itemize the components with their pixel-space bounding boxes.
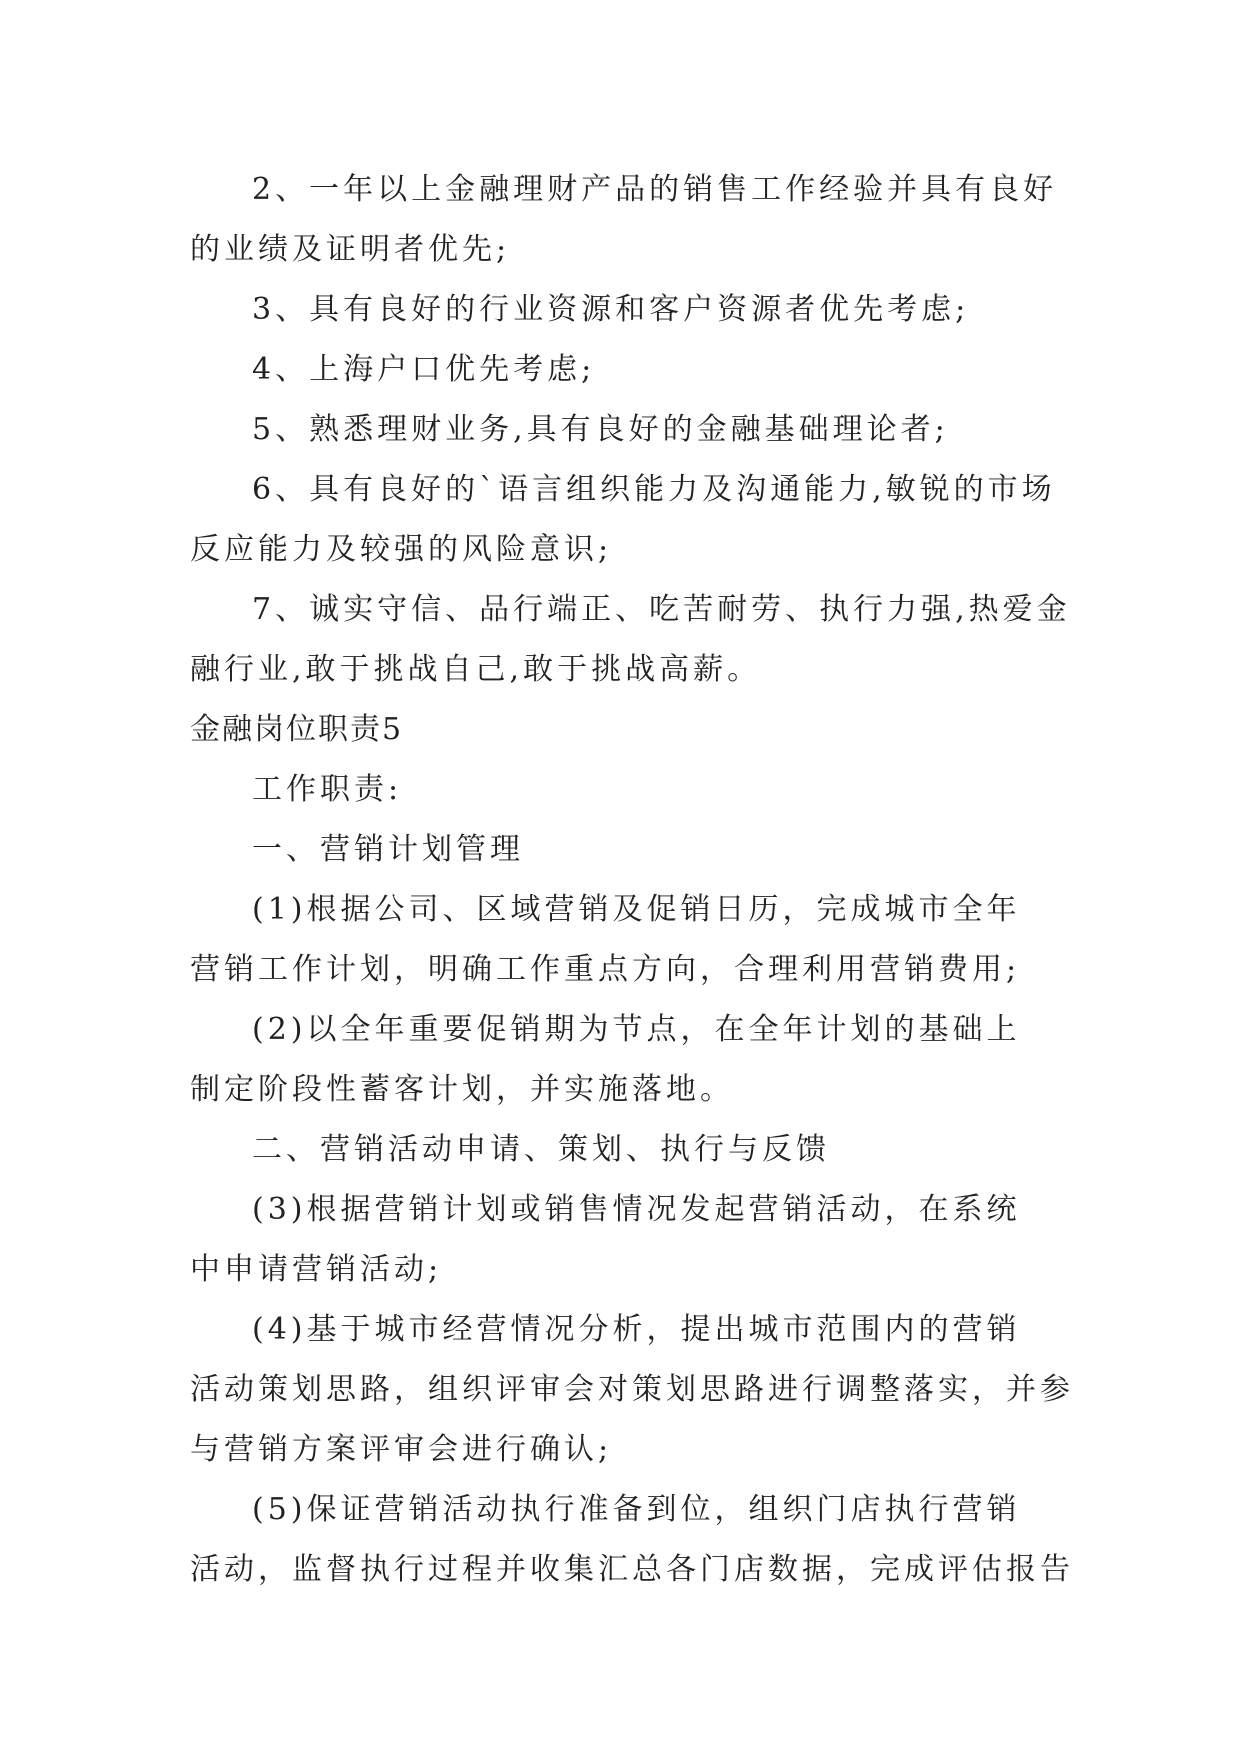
paragraph-line: 反应能力及较强的风险意识;: [190, 532, 613, 567]
paragraph-line: 5、熟悉理财业务,具有良好的金融基础理论者;: [252, 412, 949, 447]
paragraph-line: (2)以全年重要促销期为节点，在全年计划的基础上: [252, 1012, 1021, 1047]
paragraph-line: 3、具有良好的行业资源和客户资源者优先考虑;: [252, 292, 970, 327]
subheading-line: 二、营销活动申请、策划、执行与反馈: [252, 1132, 830, 1167]
paragraph-line: 制定阶段性蓄客计划，并实施落地。: [190, 1072, 734, 1107]
section-heading: 金融岗位职责5: [190, 712, 404, 747]
paragraph-line: 活动，监督执行过程并收集汇总各门店数据，完成评估报告: [190, 1552, 1074, 1587]
paragraph-line: 4、上海户口优先考虑;: [252, 352, 596, 387]
paragraph-line: 2、一年以上金融理财产品的销售工作经验并具有良好: [252, 172, 1058, 207]
paragraph-line: (3)根据营销计划或销售情况发起营销活动，在系统: [252, 1192, 1021, 1227]
paragraph-line: 中申请营销活动;: [190, 1252, 443, 1287]
document-body: [190, 160, 1074, 1600]
paragraph-line: 活动策划思路，组织评审会对策划思路进行调整落实，并参: [190, 1372, 1074, 1407]
subheading-line: 一、营销计划管理: [252, 832, 524, 867]
paragraph-line: 6、具有良好的`语言组织能力及沟通能力,敏锐的市场: [252, 472, 1056, 507]
paragraph-line: 营销工作计划，明确工作重点方向，合理利用营销费用;: [190, 952, 1021, 987]
paragraph-line: 与营销方案评审会进行确认;: [190, 1432, 613, 1467]
paragraph-line: 的业绩及证明者优先;: [190, 232, 511, 267]
paragraph-line: (5)保证营销活动执行准备到位，组织门店执行营销: [252, 1492, 1021, 1527]
paragraph-line: 融行业,敢于挑战自己,敢于挑战高薪。: [190, 652, 762, 687]
subheading-line: 工作职责:: [252, 772, 403, 807]
paragraph-line: (4)基于城市经营情况分析，提出城市范围内的营销: [252, 1312, 1021, 1347]
paragraph-line: 7、诚实守信、品行端正、吃苦耐劳、执行力强,热爱金: [252, 592, 1071, 627]
paragraph-line: (1)根据公司、区域营销及促销日历，完成城市全年: [252, 892, 1021, 927]
